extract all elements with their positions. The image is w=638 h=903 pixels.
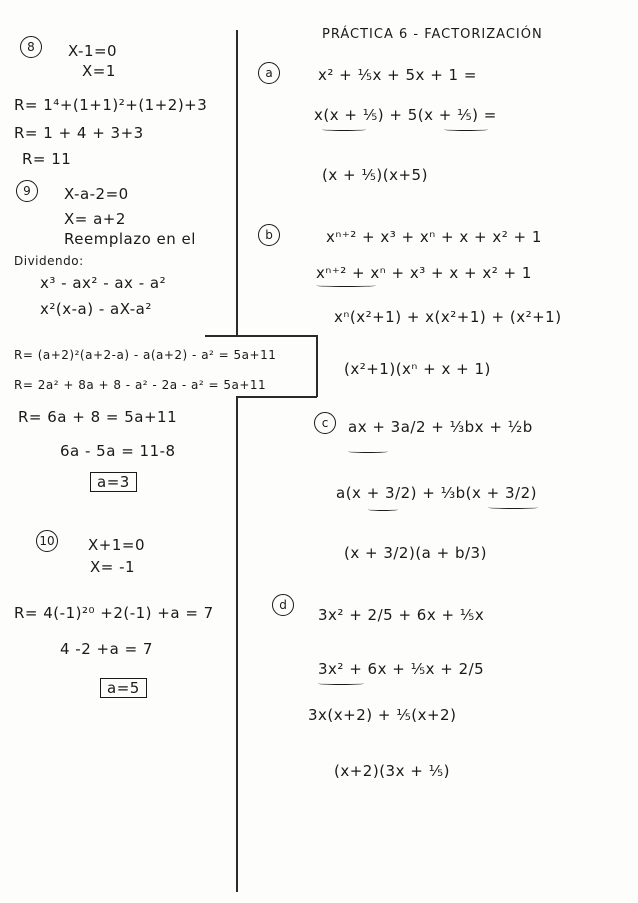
box-bottom-edge bbox=[236, 396, 317, 398]
problem-b-letter: b bbox=[258, 224, 280, 246]
pc-underline-1 bbox=[348, 450, 388, 453]
p8-line-2: X=1 bbox=[82, 62, 116, 80]
p9-line-6: x²(x-a) - aX-a² bbox=[40, 300, 152, 318]
problem-9-number: 9 bbox=[16, 180, 38, 202]
problem-10-number: 10 bbox=[36, 530, 58, 552]
page-title: PRÁCTICA 6 - FACTORIZACIÓN bbox=[322, 27, 543, 42]
problem-d-letter: d bbox=[272, 594, 294, 616]
pb-line-4: (x²+1)(xⁿ + x + 1) bbox=[344, 360, 491, 378]
pd-line-4: (x+2)(3x + ⅕) bbox=[334, 762, 450, 780]
p10-line-3: R= 4(-1)²⁰ +2(-1) +a = 7 bbox=[14, 604, 214, 622]
pa-line-2: x(x + ⅕) + 5(x + ⅕) = bbox=[314, 106, 497, 124]
p9-line-10: 6a - 5a = 11-8 bbox=[60, 442, 176, 460]
problem-8-number: 8 bbox=[20, 36, 42, 58]
pa-line-3: (x + ⅕)(x+5) bbox=[322, 166, 428, 184]
pc-underline-3 bbox=[488, 506, 538, 509]
pb-line-3: xⁿ(x²+1) + x(x²+1) + (x²+1) bbox=[334, 308, 562, 326]
p9-line-4: Dividendo: bbox=[14, 254, 84, 268]
pb-line-2: xⁿ⁺² + xⁿ + x³ + x + x² + 1 bbox=[316, 264, 532, 282]
p10-line-4: 4 -2 +a = 7 bbox=[60, 640, 153, 658]
p8-line-5: R= 11 bbox=[22, 150, 72, 168]
column-divider-left-upper bbox=[236, 30, 238, 335]
p8-line-3: R= 1⁴+(1+1)²+(1+2)+3 bbox=[14, 96, 208, 114]
pc-underline-2 bbox=[368, 508, 398, 511]
p10-line-2: X= -1 bbox=[90, 558, 136, 576]
p9-line-3: Reemplazo en el bbox=[64, 230, 196, 248]
problem-a-letter: a bbox=[258, 62, 280, 84]
p10-line-1: X+1=0 bbox=[88, 536, 145, 554]
p9-line-8: R= 2a² + 8a + 8 - a² - 2a - a² = 5a+11 bbox=[14, 378, 267, 392]
p9-answer-box: a=3 bbox=[90, 472, 137, 492]
p8-line-4: R= 1 + 4 + 3+3 bbox=[14, 124, 144, 142]
column-divider-left-lower bbox=[236, 397, 238, 892]
p9-line-5: x³ - ax² - ax - a² bbox=[40, 274, 167, 292]
p9-line-9: R= 6a + 8 = 5a+11 bbox=[18, 408, 178, 426]
pd-line-1: 3x² + 2/5 + 6x + ⅕x bbox=[318, 606, 485, 624]
pc-line-2: a(x + 3/2) + ⅓b(x + 3/2) bbox=[336, 484, 538, 502]
p8-line-1: X-1=0 bbox=[68, 42, 118, 60]
pb-line-1: xⁿ⁺² + x³ + xⁿ + x + x² + 1 bbox=[326, 228, 542, 246]
pa-line-1: x² + ⅕x + 5x + 1 = bbox=[318, 66, 477, 84]
pd-line-2: 3x² + 6x + ⅕x + 2/5 bbox=[318, 660, 485, 678]
pc-line-3: (x + 3/2)(a + b/3) bbox=[344, 544, 487, 562]
p9-line-2: X= a+2 bbox=[64, 210, 126, 228]
p9-line-7: R= (a+2)²(a+2-a) - a(a+2) - a² = 5a+11 bbox=[14, 348, 277, 362]
p9-line-1: X-a-2=0 bbox=[64, 185, 129, 203]
pc-line-1: ax + 3a/2 + ⅓bx + ½b bbox=[348, 418, 533, 436]
pa-underline-2 bbox=[444, 128, 488, 131]
box-right-edge bbox=[316, 335, 318, 397]
pa-underline-1 bbox=[322, 128, 366, 131]
pd-line-3: 3x(x+2) + ⅕(x+2) bbox=[308, 706, 457, 724]
pd-underline-1 bbox=[318, 682, 364, 685]
p10-answer-box: a=5 bbox=[100, 678, 147, 698]
pb-underline-1 bbox=[316, 284, 376, 287]
box-top-edge bbox=[205, 335, 317, 337]
problem-c-letter: c bbox=[314, 412, 336, 434]
